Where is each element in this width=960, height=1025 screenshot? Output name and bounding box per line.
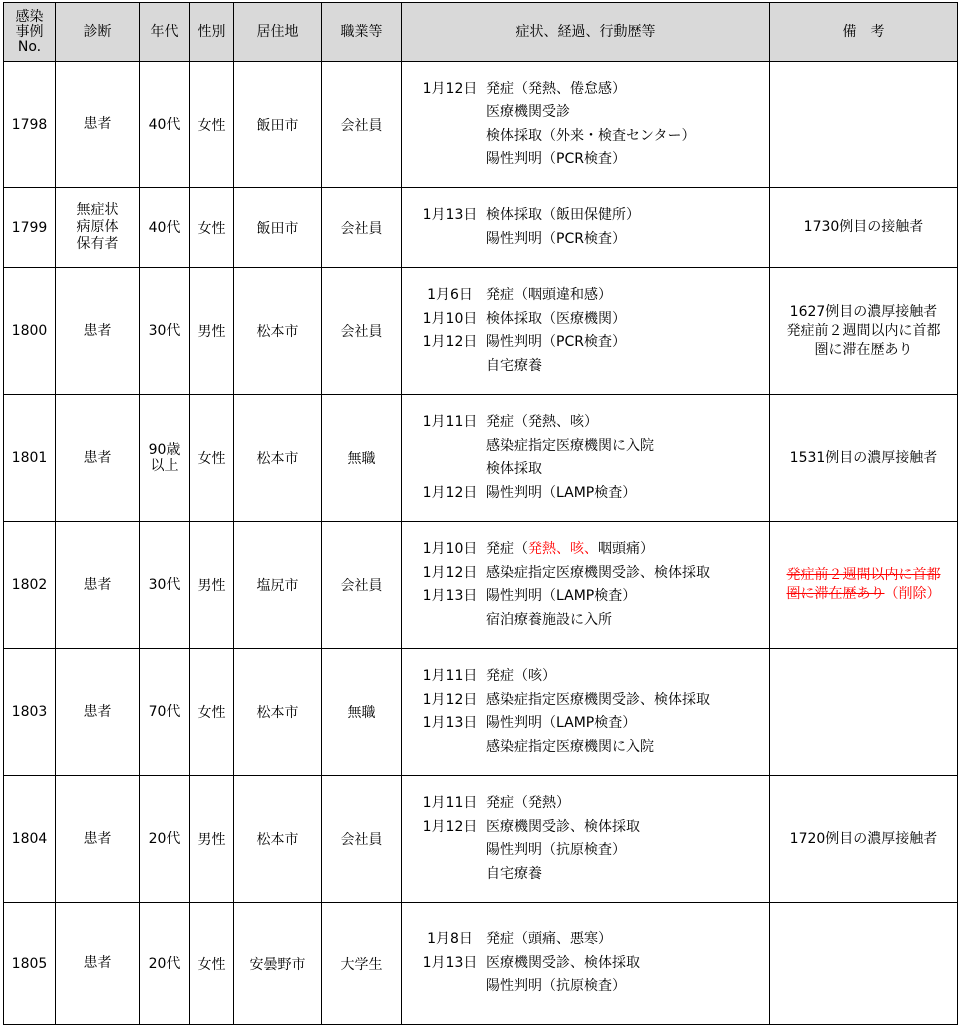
age-line: 70代 (148, 704, 181, 720)
diagnosis-cell (56, 649, 140, 776)
event-text-part: 感染症指定医療機関受診、検体採取 (486, 564, 710, 581)
event-line (402, 482, 769, 506)
event-text-part: 発症（発熱、倦怠感） (486, 80, 626, 97)
event-text-part: 検体採取（医療機関） (486, 310, 626, 327)
event-text (486, 331, 626, 355)
residence-cell: 松本市 (234, 649, 322, 776)
event-line (402, 538, 769, 562)
header-row (4, 3, 958, 62)
header-age: 年代 (140, 3, 190, 62)
event-text-part: 発症（咳） (486, 668, 556, 684)
event-line (402, 952, 769, 976)
event-text-part: 咽頭痛） (598, 541, 654, 557)
case-number-cell: 1803 (4, 649, 56, 776)
diagnosis-line: 患者 (83, 116, 112, 132)
event-date (414, 609, 486, 633)
residence-cell: 塩尻市 (234, 522, 322, 649)
event-text (486, 562, 710, 586)
residence-cell: 飯田市 (234, 62, 322, 188)
event-date: 1月12日 (422, 80, 478, 97)
diagnosis-cell (56, 776, 140, 903)
event-text (486, 952, 640, 976)
event-text-part: 陽性判明（抗原検査） (486, 842, 626, 858)
sex-cell: 男性 (190, 522, 234, 649)
remarks-deleted-line (770, 566, 957, 585)
event-line (402, 689, 769, 713)
event-text-part: 検体採取（飯田保健所） (486, 207, 640, 223)
age-cell (140, 649, 190, 776)
event-text-part: 感染症指定医療機関に入院 (486, 437, 654, 454)
age-line: 以上 (150, 458, 179, 474)
event-text-part: 感染症指定医療機関受診、検体採取 (486, 691, 710, 708)
event-text (486, 975, 626, 999)
event-text-part: 陽性判明（PCR検査） (486, 151, 626, 167)
event-text-part: 自宅療養 (486, 865, 542, 882)
remarks-deleted-text: 圏に滞在歴あり (786, 586, 885, 602)
age-line: 90歳 (148, 442, 181, 458)
event-text-part: 発症（頭痛、悪寒） (486, 931, 612, 948)
event-date: 1月13日 (422, 715, 478, 731)
event-date: 1月6日 (427, 287, 473, 303)
event-text (486, 792, 570, 816)
header-case-no-line: No. (17, 38, 42, 55)
event-text (486, 284, 612, 308)
event-date: 1月13日 (422, 588, 478, 604)
age-cell (140, 268, 190, 395)
event-line (402, 435, 769, 459)
event-text-part: 検体採取 (486, 461, 542, 477)
diagnosis-cell (56, 903, 140, 1025)
sex-cell: 女性 (190, 395, 234, 522)
event-text (486, 228, 626, 252)
diagnosis-line: 病原体 (76, 219, 119, 235)
event-text-highlight: 発熱、咳、 (528, 541, 598, 557)
case-number-cell: 1800 (4, 268, 56, 395)
event-date: 1月10日 (422, 310, 478, 327)
age-line: 20代 (148, 831, 181, 847)
residence-cell: 安曇野市 (234, 903, 322, 1025)
event-text (486, 538, 654, 562)
event-text-part: 医療機関受診、検体採取 (486, 818, 640, 835)
header-symptoms: 症状、経過、行動歴等 (402, 3, 770, 62)
age-cell (140, 903, 190, 1025)
case-number-cell: 1799 (4, 188, 56, 268)
event-date: 1月10日 (422, 541, 478, 557)
case-number-cell: 1801 (4, 395, 56, 522)
sex-cell: 女性 (190, 188, 234, 268)
event-text (486, 928, 612, 952)
remarks-cell (770, 776, 958, 903)
event-text-part: 自宅療養 (486, 357, 542, 374)
diagnosis-cell (56, 522, 140, 649)
age-line: 20代 (148, 955, 181, 972)
event-line (402, 458, 769, 482)
sex-cell: 男性 (190, 776, 234, 903)
event-date: 1月8日 (427, 931, 473, 948)
symptoms-cell (402, 522, 770, 649)
remarks-cell (770, 522, 958, 649)
event-line (402, 712, 769, 736)
residence-cell: 松本市 (234, 776, 322, 903)
event-date (414, 435, 486, 459)
age-cell (140, 776, 190, 903)
event-text (486, 435, 654, 459)
event-text-part: 医療機関受診、検体採取 (486, 954, 640, 971)
event-text (486, 204, 640, 228)
table-row (4, 62, 958, 188)
diagnosis-line: 患者 (83, 322, 112, 339)
event-line (402, 411, 769, 435)
remarks-line: 発症前２週間以内に首都 (786, 322, 941, 339)
sex-cell: 女性 (190, 649, 234, 776)
occupation-cell: 無職 (322, 649, 402, 776)
event-text (486, 308, 626, 332)
diagnosis-line: 患者 (83, 449, 112, 466)
occupation-cell: 会社員 (322, 188, 402, 268)
occupation-cell: 会社員 (322, 268, 402, 395)
event-line (402, 816, 769, 840)
event-text-part: 陽性判明（PCR検査） (486, 230, 626, 247)
event-text (486, 665, 556, 689)
table-row (4, 903, 958, 1025)
symptoms-cell (402, 188, 770, 268)
diagnosis-line: 患者 (83, 576, 112, 593)
event-line (402, 609, 769, 633)
header-residence: 居住地 (234, 3, 322, 62)
event-text-part: 陽性判明（PCR検査） (486, 334, 626, 350)
event-line (402, 228, 769, 252)
age-line: 40代 (148, 116, 181, 133)
event-text (486, 609, 612, 633)
table-row (4, 268, 958, 395)
event-date: 1月11日 (422, 668, 478, 684)
table-row (4, 395, 958, 522)
event-text-part: 発症（ (486, 541, 528, 557)
event-text-part: 発症（発熱） (486, 795, 570, 811)
event-date: 1月12日 (422, 691, 478, 708)
symptoms-cell (402, 776, 770, 903)
event-text (486, 689, 710, 713)
event-text (486, 736, 654, 760)
event-date: 1月13日 (422, 954, 478, 971)
diagnosis-line: 患者 (83, 955, 112, 971)
case-number-cell: 1805 (4, 903, 56, 1025)
header-occupation: 職業等 (322, 3, 402, 62)
event-date: 1月12日 (422, 334, 478, 350)
event-line (402, 792, 769, 816)
age-line: 40代 (148, 219, 181, 236)
symptoms-cell (402, 268, 770, 395)
remarks-line: 1531例目の濃厚接触者 (789, 449, 938, 466)
header-case-no-line: 事例 (15, 23, 44, 40)
event-text (486, 148, 626, 172)
event-date: 1月12日 (422, 564, 478, 581)
age-cell (140, 188, 190, 268)
remarks-deleted-text: 発症前２週間以内に首都 (786, 567, 941, 583)
event-text-part: 感染症指定医療機関に入院 (486, 738, 654, 755)
event-date (414, 458, 486, 482)
event-text (486, 458, 542, 482)
remarks-deleted-label: （削除） (884, 586, 941, 602)
case-number-cell: 1798 (4, 62, 56, 188)
event-text (486, 585, 636, 609)
event-text-part: 陽性判明（LAMP検査） (486, 588, 637, 604)
table-row (4, 776, 958, 903)
event-line (402, 308, 769, 332)
diagnosis-line: 無症状 (76, 202, 119, 218)
case-table (3, 2, 958, 1025)
event-line (402, 355, 769, 379)
remarks-cell (770, 268, 958, 395)
event-text (486, 482, 636, 506)
event-date: 1月12日 (422, 484, 478, 501)
event-line (402, 284, 769, 308)
event-text (486, 839, 626, 863)
age-line: 30代 (148, 577, 181, 593)
remarks-cell (770, 903, 958, 1025)
event-text (486, 816, 640, 840)
event-date (414, 228, 486, 252)
event-text (486, 101, 570, 125)
symptoms-cell (402, 62, 770, 188)
diagnosis-cell (56, 395, 140, 522)
event-text-part: 宿泊療養施設に入所 (486, 611, 612, 628)
event-date: 1月11日 (422, 795, 478, 811)
header-case-no-line: 感染 (15, 8, 44, 25)
symptoms-cell (402, 903, 770, 1025)
table-row (4, 522, 958, 649)
event-line (402, 839, 769, 863)
event-date (414, 839, 486, 863)
occupation-cell: 会社員 (322, 776, 402, 903)
event-text-part: 医療機関受診 (486, 104, 570, 120)
remarks-line: 圏に滞在歴あり (814, 341, 913, 358)
event-line (402, 204, 769, 228)
sex-cell: 男性 (190, 268, 234, 395)
table-row (4, 188, 958, 268)
remarks-cell (770, 62, 958, 188)
event-line (402, 101, 769, 125)
case-number-cell: 1802 (4, 522, 56, 649)
case-number-cell: 1804 (4, 776, 56, 903)
remarks-line: 1720例目の濃厚接触者 (789, 830, 938, 847)
event-line (402, 736, 769, 760)
residence-cell: 松本市 (234, 268, 322, 395)
event-date (414, 101, 486, 125)
occupation-cell: 大学生 (322, 903, 402, 1025)
event-date (414, 863, 486, 887)
event-text (486, 712, 636, 736)
event-date: 1月12日 (422, 818, 478, 835)
remarks-deleted-line (770, 585, 957, 604)
event-text (486, 355, 542, 379)
event-date (414, 125, 486, 149)
event-line (402, 125, 769, 149)
event-date: 1月13日 (422, 207, 478, 223)
event-text-part: 陽性判明（LAMP検査） (486, 715, 637, 731)
diagnosis-line: 患者 (83, 703, 112, 720)
diagnosis-cell (56, 188, 140, 268)
event-date (414, 355, 486, 379)
event-text-part: 発症（発熱、咳） (486, 414, 598, 430)
occupation-cell: 無職 (322, 395, 402, 522)
sex-cell: 女性 (190, 903, 234, 1025)
event-date (414, 975, 486, 999)
event-line (402, 562, 769, 586)
event-line (402, 975, 769, 999)
event-text (486, 78, 626, 102)
diagnosis-line: 患者 (83, 830, 112, 847)
event-text (486, 125, 695, 149)
header-sex: 性別 (190, 3, 234, 62)
event-date (414, 736, 486, 760)
diagnosis-cell (56, 268, 140, 395)
diagnosis-cell (56, 62, 140, 188)
diagnosis-line: 保有者 (76, 236, 119, 252)
event-line (402, 863, 769, 887)
occupation-cell: 会社員 (322, 62, 402, 188)
event-line (402, 331, 769, 355)
table-row (4, 649, 958, 776)
sex-cell: 女性 (190, 62, 234, 188)
event-line (402, 665, 769, 689)
age-cell (140, 62, 190, 188)
symptoms-cell (402, 649, 770, 776)
header-remarks: 備 考 (770, 3, 958, 62)
age-cell (140, 522, 190, 649)
event-line (402, 78, 769, 102)
occupation-cell: 会社員 (322, 522, 402, 649)
event-date (414, 148, 486, 172)
symptoms-cell (402, 395, 770, 522)
remarks-cell (770, 395, 958, 522)
event-text (486, 863, 542, 887)
remarks-cell (770, 188, 958, 268)
residence-cell: 飯田市 (234, 188, 322, 268)
event-text-part: 検体採取（外来・検査センター） (486, 127, 696, 144)
remarks-cell (770, 649, 958, 776)
event-line (402, 585, 769, 609)
event-line (402, 148, 769, 172)
event-text-part: 陽性判明（抗原検査） (486, 978, 626, 995)
header-case-no (4, 3, 56, 62)
event-date: 1月11日 (422, 414, 478, 430)
event-text (486, 411, 598, 435)
age-cell (140, 395, 190, 522)
event-text-part: 陽性判明（LAMP検査） (486, 484, 637, 501)
event-text-part: 発症（咽頭違和感） (486, 287, 612, 303)
remarks-line: 1730例目の接触者 (803, 219, 924, 235)
age-line: 30代 (148, 323, 181, 339)
residence-cell: 松本市 (234, 395, 322, 522)
remarks-line: 1627例目の濃厚接触者 (789, 303, 938, 320)
event-line (402, 928, 769, 952)
header-diagnosis: 診断 (56, 3, 140, 62)
